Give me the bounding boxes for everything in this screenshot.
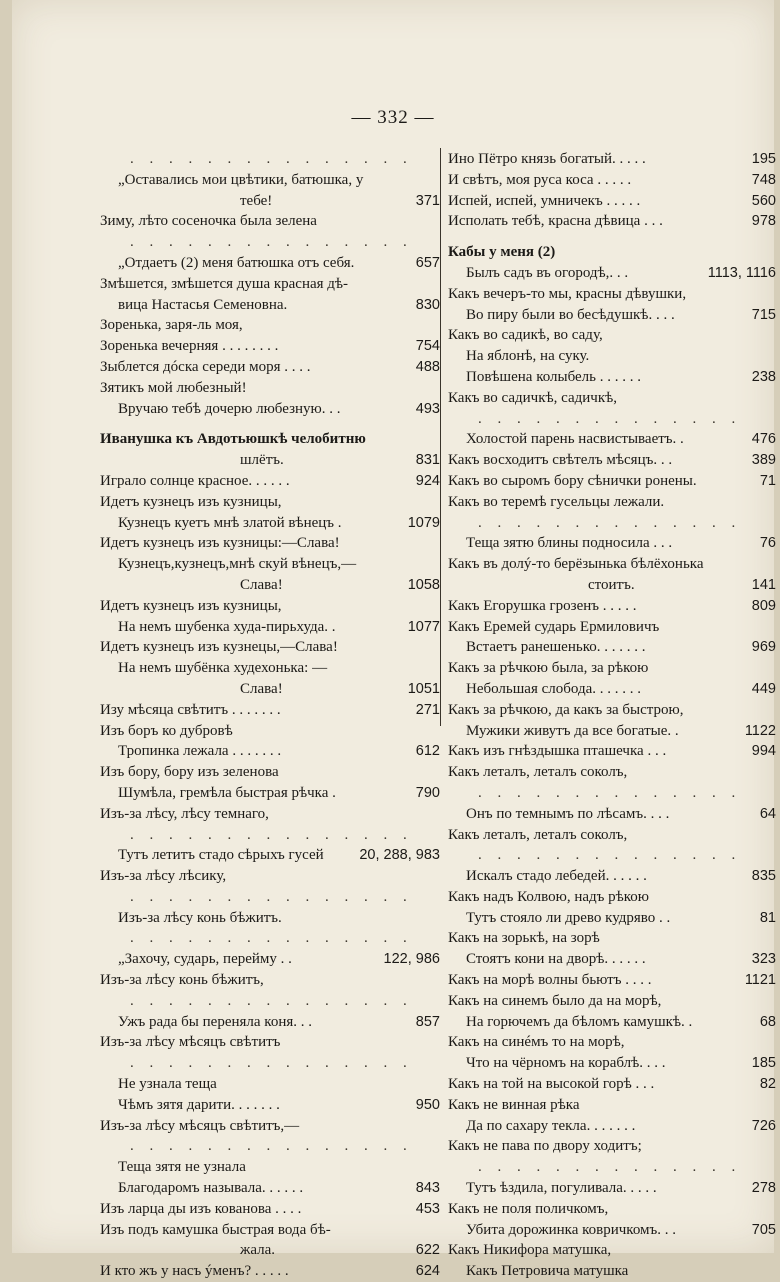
index-entry-line bbox=[448, 617, 776, 638]
entry-text: Тутъ ѣздила, погуливала. . . . . bbox=[466, 1180, 657, 1197]
entry-text: Иванушка къ Авдотьюшкѣ челобитню bbox=[100, 431, 366, 448]
index-entry-line bbox=[448, 554, 776, 575]
ellipsis-dots: . . . . . . . . . . . . . . . bbox=[130, 1055, 413, 1072]
index-entry-line bbox=[448, 1095, 776, 1116]
page-reference: 790 bbox=[415, 784, 440, 801]
index-entry-line bbox=[448, 804, 776, 825]
page-reference: 624 bbox=[415, 1263, 440, 1280]
entry-text: Изъ-за лѣсу мѣсяцъ свѣтитъ bbox=[100, 1034, 281, 1051]
page-reference: 612 bbox=[415, 743, 440, 760]
page-reference: 68 bbox=[759, 1013, 776, 1030]
page-reference: 238 bbox=[751, 368, 776, 385]
page-reference: 950 bbox=[415, 1096, 440, 1113]
index-entry-line bbox=[448, 970, 776, 991]
page-reference: 831 bbox=[415, 452, 440, 469]
index-entry-line bbox=[448, 637, 776, 658]
page-reference: 1058 bbox=[407, 576, 440, 593]
entry-text: Изъ-за лѣсу конь бѣжитъ, bbox=[100, 972, 264, 989]
entry-text: Какъ во теремѣ гусельцы лежали. bbox=[448, 493, 665, 510]
ellipsis-line bbox=[100, 825, 440, 846]
entry-text: Стоятъ кони на дворѣ. . . . . . bbox=[466, 951, 646, 968]
index-entry-line bbox=[448, 1199, 776, 1220]
entry-text: Зятикъ мой любезный! bbox=[100, 379, 247, 396]
ellipsis-line bbox=[448, 409, 776, 430]
index-entry-line bbox=[448, 388, 776, 409]
index-entry-line bbox=[448, 575, 776, 596]
entry-text: Небольшая слобода. . . . . . . bbox=[466, 680, 641, 697]
book-page bbox=[12, 0, 776, 1280]
index-entry-line bbox=[448, 149, 776, 170]
index-entry-line bbox=[100, 741, 440, 762]
page-reference: 857 bbox=[415, 1013, 440, 1030]
ellipsis-dots: . . . . . . . . . . . . . . . bbox=[130, 1138, 413, 1155]
page-reference: 185 bbox=[751, 1055, 776, 1072]
index-column-right bbox=[448, 149, 776, 1282]
index-entry-line bbox=[100, 211, 440, 232]
page-reference: 969 bbox=[751, 639, 776, 656]
ellipsis-dots: . . . . . . . . . . . . . . bbox=[478, 847, 742, 864]
index-entry-line bbox=[448, 762, 776, 783]
index-entry-line bbox=[100, 970, 440, 991]
index-entry-line bbox=[448, 1220, 776, 1241]
entry-text: Да по сахару текла. . . . . . . bbox=[466, 1117, 636, 1134]
page-reference: 657 bbox=[415, 254, 440, 271]
index-entry-line bbox=[448, 721, 776, 742]
page-reference: 488 bbox=[415, 358, 440, 375]
page-reference: 1113, 1116 bbox=[707, 264, 776, 281]
page-reference: 994 bbox=[751, 743, 776, 760]
entry-text: Какъ изъ гнѣздышка пташечка . . . bbox=[448, 743, 667, 760]
entry-text: Изъ ларца ды изъ кованова . . . . bbox=[100, 1200, 302, 1217]
page-reference: 122, 986 bbox=[383, 951, 440, 968]
index-entry-line bbox=[100, 658, 440, 679]
index-entry-line bbox=[100, 471, 440, 492]
entry-text: Что на чёрномъ на кораблѣ. . . . bbox=[466, 1055, 666, 1072]
entry-text: Какъ Еремей сударь Ермиловичъ bbox=[448, 618, 660, 635]
entry-text: Зоренька вечерняя . . . . . . . . bbox=[100, 338, 279, 355]
page-number: — 332 — bbox=[351, 107, 435, 128]
index-entry-line bbox=[448, 825, 776, 846]
index-entry-line bbox=[100, 762, 440, 783]
index-entry-line bbox=[448, 908, 776, 929]
entry-text: Теща зятя не узнала bbox=[118, 1159, 246, 1176]
index-entry-line bbox=[100, 315, 440, 336]
ellipsis-line bbox=[100, 887, 440, 908]
entry-text: Какъ на той на высокой горѣ . . . bbox=[448, 1076, 655, 1093]
entry-text: Изъ бору, бору изъ зеленова bbox=[100, 764, 279, 781]
index-entry-line bbox=[448, 429, 776, 450]
entry-text: Слава! bbox=[240, 680, 283, 697]
entry-text: Изъ подъ камушка быстрая вода бѣ- bbox=[100, 1221, 331, 1238]
index-entry-line bbox=[100, 1240, 440, 1261]
entry-text: шлётъ. bbox=[240, 452, 284, 469]
index-entry-line bbox=[448, 170, 776, 191]
entry-text: Тропинка лежала . . . . . . . bbox=[118, 743, 282, 760]
entry-text: Какъ не поля поличкомъ, bbox=[448, 1200, 609, 1217]
page-reference: 389 bbox=[751, 452, 776, 469]
page-reference: 449 bbox=[751, 680, 776, 697]
entry-text: „Захочу, сударь, перейму . . bbox=[118, 951, 292, 968]
index-entry-line bbox=[100, 1012, 440, 1033]
entry-text: Идетъ кузнецъ изъ кузницы, bbox=[100, 493, 282, 510]
page-reference: 978 bbox=[751, 213, 776, 230]
entry-text: И свѣтъ, моя руса коса . . . . . bbox=[448, 171, 632, 188]
entry-text: Какъ на синемъ было да на морѣ, bbox=[448, 992, 662, 1009]
index-entry-line bbox=[100, 1032, 440, 1053]
ellipsis-line bbox=[100, 928, 440, 949]
entry-text: Кузнецъ,кузнецъ,мнѣ скуй вѣнецъ,— bbox=[118, 556, 357, 573]
entry-text: Какъ Никифора матушка, bbox=[448, 1242, 612, 1259]
index-entry-line bbox=[100, 295, 440, 316]
column-divider bbox=[440, 148, 441, 726]
index-entry-line bbox=[448, 1116, 776, 1137]
entry-text: Ужъ рада бы переняла коня. . . bbox=[118, 1013, 312, 1030]
ellipsis-dots: . . . . . . . . . . . . . . bbox=[478, 784, 742, 801]
index-entry-line bbox=[448, 367, 776, 388]
page-reference: 81 bbox=[759, 909, 776, 926]
page-reference: 1122 bbox=[744, 722, 776, 739]
index-entry-line bbox=[448, 1074, 776, 1095]
entry-text: Не узнала теща bbox=[118, 1076, 217, 1093]
entry-text: Идетъ кузнецъ изъ кузницы:—Слава! bbox=[100, 535, 340, 552]
page-reference: 924 bbox=[415, 472, 440, 489]
entry-text: Какъ леталъ, леталъ соколъ, bbox=[448, 764, 628, 781]
entry-text: Убита дорожинка ковричкомъ. . . bbox=[466, 1221, 677, 1238]
entry-text: Ино Пётро князь богатый. . . . . bbox=[448, 151, 646, 167]
page-reference: 476 bbox=[751, 431, 776, 448]
index-entry-line bbox=[100, 804, 440, 825]
page-reference: 271 bbox=[415, 701, 440, 718]
index-entry-line bbox=[448, 679, 776, 700]
entry-text: Идетъ кузнецъ изъ кузнецы,—Слава! bbox=[100, 639, 338, 656]
entry-text: стоитъ. bbox=[588, 576, 635, 593]
page-reference: 64 bbox=[759, 805, 776, 822]
entry-text: Какъ не винная рѣка bbox=[448, 1096, 580, 1113]
entry-text: Идетъ кузнецъ изъ кузницы, bbox=[100, 597, 282, 614]
index-entry-line bbox=[100, 1157, 440, 1178]
ellipsis-line bbox=[100, 1136, 440, 1157]
ellipsis-line bbox=[100, 1053, 440, 1074]
page-reference: 726 bbox=[751, 1117, 776, 1134]
page-reference: 1079 bbox=[407, 514, 440, 531]
index-entry-line bbox=[100, 908, 440, 929]
entry-text: Изу мѣсяца свѣтитъ . . . . . . . bbox=[100, 701, 281, 718]
index-entry-line bbox=[448, 305, 776, 326]
entry-text: Благодаромъ называла. . . . . . bbox=[118, 1180, 304, 1197]
index-entry-line bbox=[448, 1032, 776, 1053]
entry-text: Какъ во садичкѣ, садичкѣ, bbox=[448, 389, 618, 406]
index-entry-line bbox=[448, 242, 776, 263]
index-entry-line bbox=[448, 1261, 776, 1282]
entry-text: Слава! bbox=[240, 576, 283, 593]
index-entry-line bbox=[100, 637, 440, 658]
entry-text: Вручаю тебѣ дочерю любезную. . . bbox=[118, 400, 341, 417]
page-reference: 195 bbox=[751, 151, 776, 167]
page-reference: 715 bbox=[751, 306, 776, 323]
entry-text: Какъ надъ Колвою, надъ рѣкою bbox=[448, 888, 650, 905]
index-entry-line bbox=[448, 325, 776, 346]
entry-text: Теща зятю блины подносила . . . bbox=[466, 535, 673, 552]
entry-text: Испей, испей, умничекъ . . . . . bbox=[448, 192, 641, 209]
index-entry-line bbox=[100, 1116, 440, 1137]
entry-text: Мужики живутъ да все богатые. . bbox=[466, 722, 679, 739]
index-entry-line bbox=[448, 658, 776, 679]
ellipsis-line bbox=[448, 783, 776, 804]
index-entry-line bbox=[448, 1136, 776, 1157]
index-entry-line bbox=[100, 357, 440, 378]
entry-text: Какъ на синéмъ то на морѣ, bbox=[448, 1034, 625, 1051]
index-entry-line bbox=[448, 1053, 776, 1074]
entry-text: Зыблется дóска середи моря . . . . bbox=[100, 358, 311, 375]
index-entry-line bbox=[100, 721, 440, 742]
index-entry-line bbox=[100, 533, 440, 554]
index-entry-line bbox=[448, 191, 776, 212]
entry-text: Изъ-за лѣсу мѣсяцъ свѣтитъ,— bbox=[100, 1117, 300, 1134]
index-entry-line bbox=[100, 253, 440, 274]
page-reference: 835 bbox=[751, 868, 776, 885]
entry-text: Какъ во садикѣ, во саду, bbox=[448, 327, 603, 344]
index-entry-line bbox=[100, 679, 440, 700]
index-entry-line bbox=[448, 866, 776, 887]
index-entry-line bbox=[100, 783, 440, 804]
entry-text: На горючемъ да бѣломъ камушкѣ. . bbox=[466, 1013, 693, 1030]
index-entry-line bbox=[448, 533, 776, 554]
index-entry-line bbox=[100, 274, 440, 295]
index-entry-line bbox=[100, 700, 440, 721]
entry-text: Исполать тебѣ, красна дѣвица . . . bbox=[448, 213, 663, 230]
index-entry-line bbox=[100, 1261, 440, 1282]
entry-text: „Отдаетъ (2) меня батюшка отъ себя. bbox=[118, 254, 355, 271]
entry-text: „Оставались мои цвѣтики, батюшка, у bbox=[118, 171, 364, 188]
entry-text: Какъ на морѣ волны бьютъ . . . . bbox=[448, 972, 652, 989]
index-entry-line bbox=[448, 211, 776, 232]
entry-text: Кабы у меня (2) bbox=[448, 244, 556, 261]
entry-text: Изъ-за лѣсу, лѣсу темнаго, bbox=[100, 805, 269, 822]
ellipsis-line bbox=[100, 991, 440, 1012]
entry-text: Какъ Егорушка грозенъ . . . . . bbox=[448, 597, 637, 614]
entry-text: Какъ въ долý-то берёзынька бѣлёхонька bbox=[448, 556, 704, 573]
entry-text: вица Настасья Семеновна. bbox=[118, 296, 288, 313]
page-reference: 830 bbox=[415, 296, 440, 313]
entry-text: Чѣмъ зятя дарити. . . . . . . bbox=[118, 1096, 280, 1113]
index-entry-line bbox=[448, 741, 776, 762]
entry-text: Повѣшена колыбель . . . . . . bbox=[466, 368, 642, 385]
entry-text: Зиму, лѣто сосеночка была зелена bbox=[100, 213, 317, 230]
page-reference: 278 bbox=[751, 1180, 776, 1197]
index-entry-line bbox=[448, 991, 776, 1012]
entry-text: Кузнецъ куетъ мнѣ златой вѣнецъ . bbox=[118, 514, 342, 531]
page-reference: 141 bbox=[751, 576, 776, 593]
index-entry-line bbox=[100, 949, 440, 970]
ellipsis-dots: . . . . . . . . . . . . . . bbox=[478, 410, 742, 427]
index-entry-line bbox=[100, 399, 440, 420]
index-entry-line bbox=[100, 191, 440, 212]
entry-text: Во пиру были во бесѣдушкѣ. . . . bbox=[466, 306, 675, 323]
page-reference: 754 bbox=[415, 338, 440, 355]
page-reference: 76 bbox=[759, 535, 776, 552]
page-reference: 493 bbox=[415, 400, 440, 417]
entry-text: Какъ за рѣчкою была, за рѣкою bbox=[448, 660, 649, 677]
entry-text: жала. bbox=[240, 1242, 276, 1259]
entry-text: Какъ восходитъ свѣтелъ мѣсяцъ. . . bbox=[448, 452, 673, 469]
entry-text: Какъ вечеръ-то мы, красны дѣвушки, bbox=[448, 285, 687, 302]
index-entry-line bbox=[448, 1240, 776, 1261]
entry-text: Какъ леталъ, леталъ соколъ, bbox=[448, 826, 628, 843]
index-entry-line bbox=[100, 336, 440, 357]
index-column-left bbox=[100, 149, 440, 1282]
page-reference: 453 bbox=[415, 1200, 440, 1217]
page-reference: 82 bbox=[759, 1076, 776, 1093]
entry-text: Какъ на зорькѣ, на зорѣ bbox=[448, 930, 600, 947]
page-reference: 20, 288, 983 bbox=[359, 847, 440, 864]
ellipsis-line bbox=[100, 232, 440, 253]
entry-text: Холостой парень насвистываетъ. . bbox=[466, 431, 684, 448]
index-entry-line bbox=[448, 346, 776, 367]
ellipsis-dots: . . . . . . . . . . . . . . . bbox=[130, 234, 413, 251]
ellipsis-line bbox=[448, 1157, 776, 1178]
index-entry-line bbox=[448, 471, 776, 492]
page-reference: 371 bbox=[415, 192, 440, 209]
index-entry-line bbox=[448, 700, 776, 721]
index-entry-line bbox=[448, 949, 776, 970]
index-entry-line bbox=[100, 492, 440, 513]
entry-text: Тутъ летитъ стадо сѣрыхъ гусей bbox=[118, 847, 324, 864]
index-entry-line bbox=[100, 170, 440, 191]
index-entry-line bbox=[448, 450, 776, 471]
index-entry-line bbox=[100, 1178, 440, 1199]
index-entry-line bbox=[100, 866, 440, 887]
ellipsis-line bbox=[448, 845, 776, 866]
index-entry-line bbox=[100, 1074, 440, 1095]
entry-text: На немъ шубенка худа-пирьхуда. . bbox=[118, 618, 336, 635]
index-entry-line bbox=[100, 513, 440, 534]
entry-text: И кто жъ у насъ ýменъ? . . . . . bbox=[100, 1263, 289, 1280]
page-reference: 1077 bbox=[407, 618, 440, 635]
ellipsis-dots: . . . . . . . . . . . . . . . bbox=[130, 826, 413, 843]
index-entry-line bbox=[448, 596, 776, 617]
spacer bbox=[448, 232, 776, 242]
page-reference: 705 bbox=[751, 1221, 776, 1238]
index-entry-line bbox=[448, 263, 776, 284]
page-reference: 560 bbox=[751, 192, 776, 209]
index-entry-line bbox=[448, 887, 776, 908]
index-entry-line bbox=[100, 617, 440, 638]
index-entry-line bbox=[100, 596, 440, 617]
ellipsis-line bbox=[448, 513, 776, 534]
index-entry-line bbox=[448, 928, 776, 949]
entry-text: На немъ шубёнка худехонька: — bbox=[118, 660, 328, 677]
page-reference: 1121 bbox=[744, 972, 776, 989]
page-reference: 71 bbox=[759, 472, 776, 489]
entry-text: Былъ садъ въ огородѣ,. . . bbox=[466, 264, 629, 281]
entry-text: Шумѣла, гремѣла быстрая рѣчка . bbox=[118, 784, 336, 801]
entry-text: Зоренька, заря-ль моя, bbox=[100, 317, 243, 334]
index-entry-line bbox=[448, 1012, 776, 1033]
ellipsis-dots: . . . . . . . . . . . . . . . bbox=[130, 888, 413, 905]
entry-text: Встаетъ ранешенько. . . . . . . bbox=[466, 639, 646, 656]
page-reference: 843 bbox=[415, 1180, 440, 1197]
entry-text: Онъ по темнымъ по лѣсамъ. . . . bbox=[466, 805, 670, 822]
spacer bbox=[100, 419, 440, 429]
entry-text: Играло солнце красное. . . . . . bbox=[100, 472, 290, 489]
index-entry-line bbox=[100, 429, 440, 450]
entry-text: Змѣшется, змѣшется душа красная дѣ- bbox=[100, 275, 349, 292]
index-entry-line bbox=[448, 492, 776, 513]
ellipsis-line bbox=[100, 149, 440, 170]
entry-text: Изъ-за лѣсу лѣсику, bbox=[100, 868, 227, 885]
page-reference: 622 bbox=[415, 1242, 440, 1259]
entry-text: тебе! bbox=[240, 192, 273, 209]
index-entry-line bbox=[100, 1095, 440, 1116]
page-reference: 809 bbox=[751, 597, 776, 614]
ellipsis-dots: . . . . . . . . . . . . . . . bbox=[130, 992, 413, 1009]
entry-text: Какъ Петровича матушка bbox=[466, 1263, 629, 1280]
entry-text: Какъ за рѣчкою, да какъ за быстрою, bbox=[448, 701, 684, 718]
entry-text: Изъ боръ ко дубровѣ bbox=[100, 722, 233, 739]
ellipsis-dots: . . . . . . . . . . . . . . bbox=[478, 1159, 742, 1176]
entry-text: Тутъ стояло ли древо кудряво . . bbox=[466, 909, 671, 926]
index-entry-line bbox=[100, 1199, 440, 1220]
index-entry-line bbox=[100, 554, 440, 575]
page-reference: 748 bbox=[751, 171, 776, 188]
ellipsis-dots: . . . . . . . . . . . . . . . bbox=[130, 930, 413, 947]
page-reference: 323 bbox=[751, 951, 776, 968]
index-entry-line bbox=[100, 845, 440, 866]
index-entry-line bbox=[100, 1220, 440, 1241]
entry-text: На яблонѣ, на суку. bbox=[466, 348, 590, 365]
index-entry-line bbox=[100, 575, 440, 596]
ellipsis-dots: . . . . . . . . . . . . . . . bbox=[130, 151, 413, 167]
entry-text: Какъ во сыромъ бору сѣнички ронены. bbox=[448, 472, 697, 489]
index-entry-line bbox=[448, 1178, 776, 1199]
page-reference: 1051 bbox=[407, 680, 440, 697]
index-entry-line bbox=[448, 284, 776, 305]
entry-text: Какъ не пава по двору ходитъ; bbox=[448, 1138, 642, 1155]
index-entry-line bbox=[100, 450, 440, 471]
entry-text: Искалъ стадо лебедей. . . . . . bbox=[466, 868, 647, 885]
index-entry-line bbox=[100, 378, 440, 399]
entry-text: Изъ-за лѣсу конь бѣжитъ. bbox=[118, 909, 282, 926]
ellipsis-dots: . . . . . . . . . . . . . . bbox=[478, 514, 742, 531]
